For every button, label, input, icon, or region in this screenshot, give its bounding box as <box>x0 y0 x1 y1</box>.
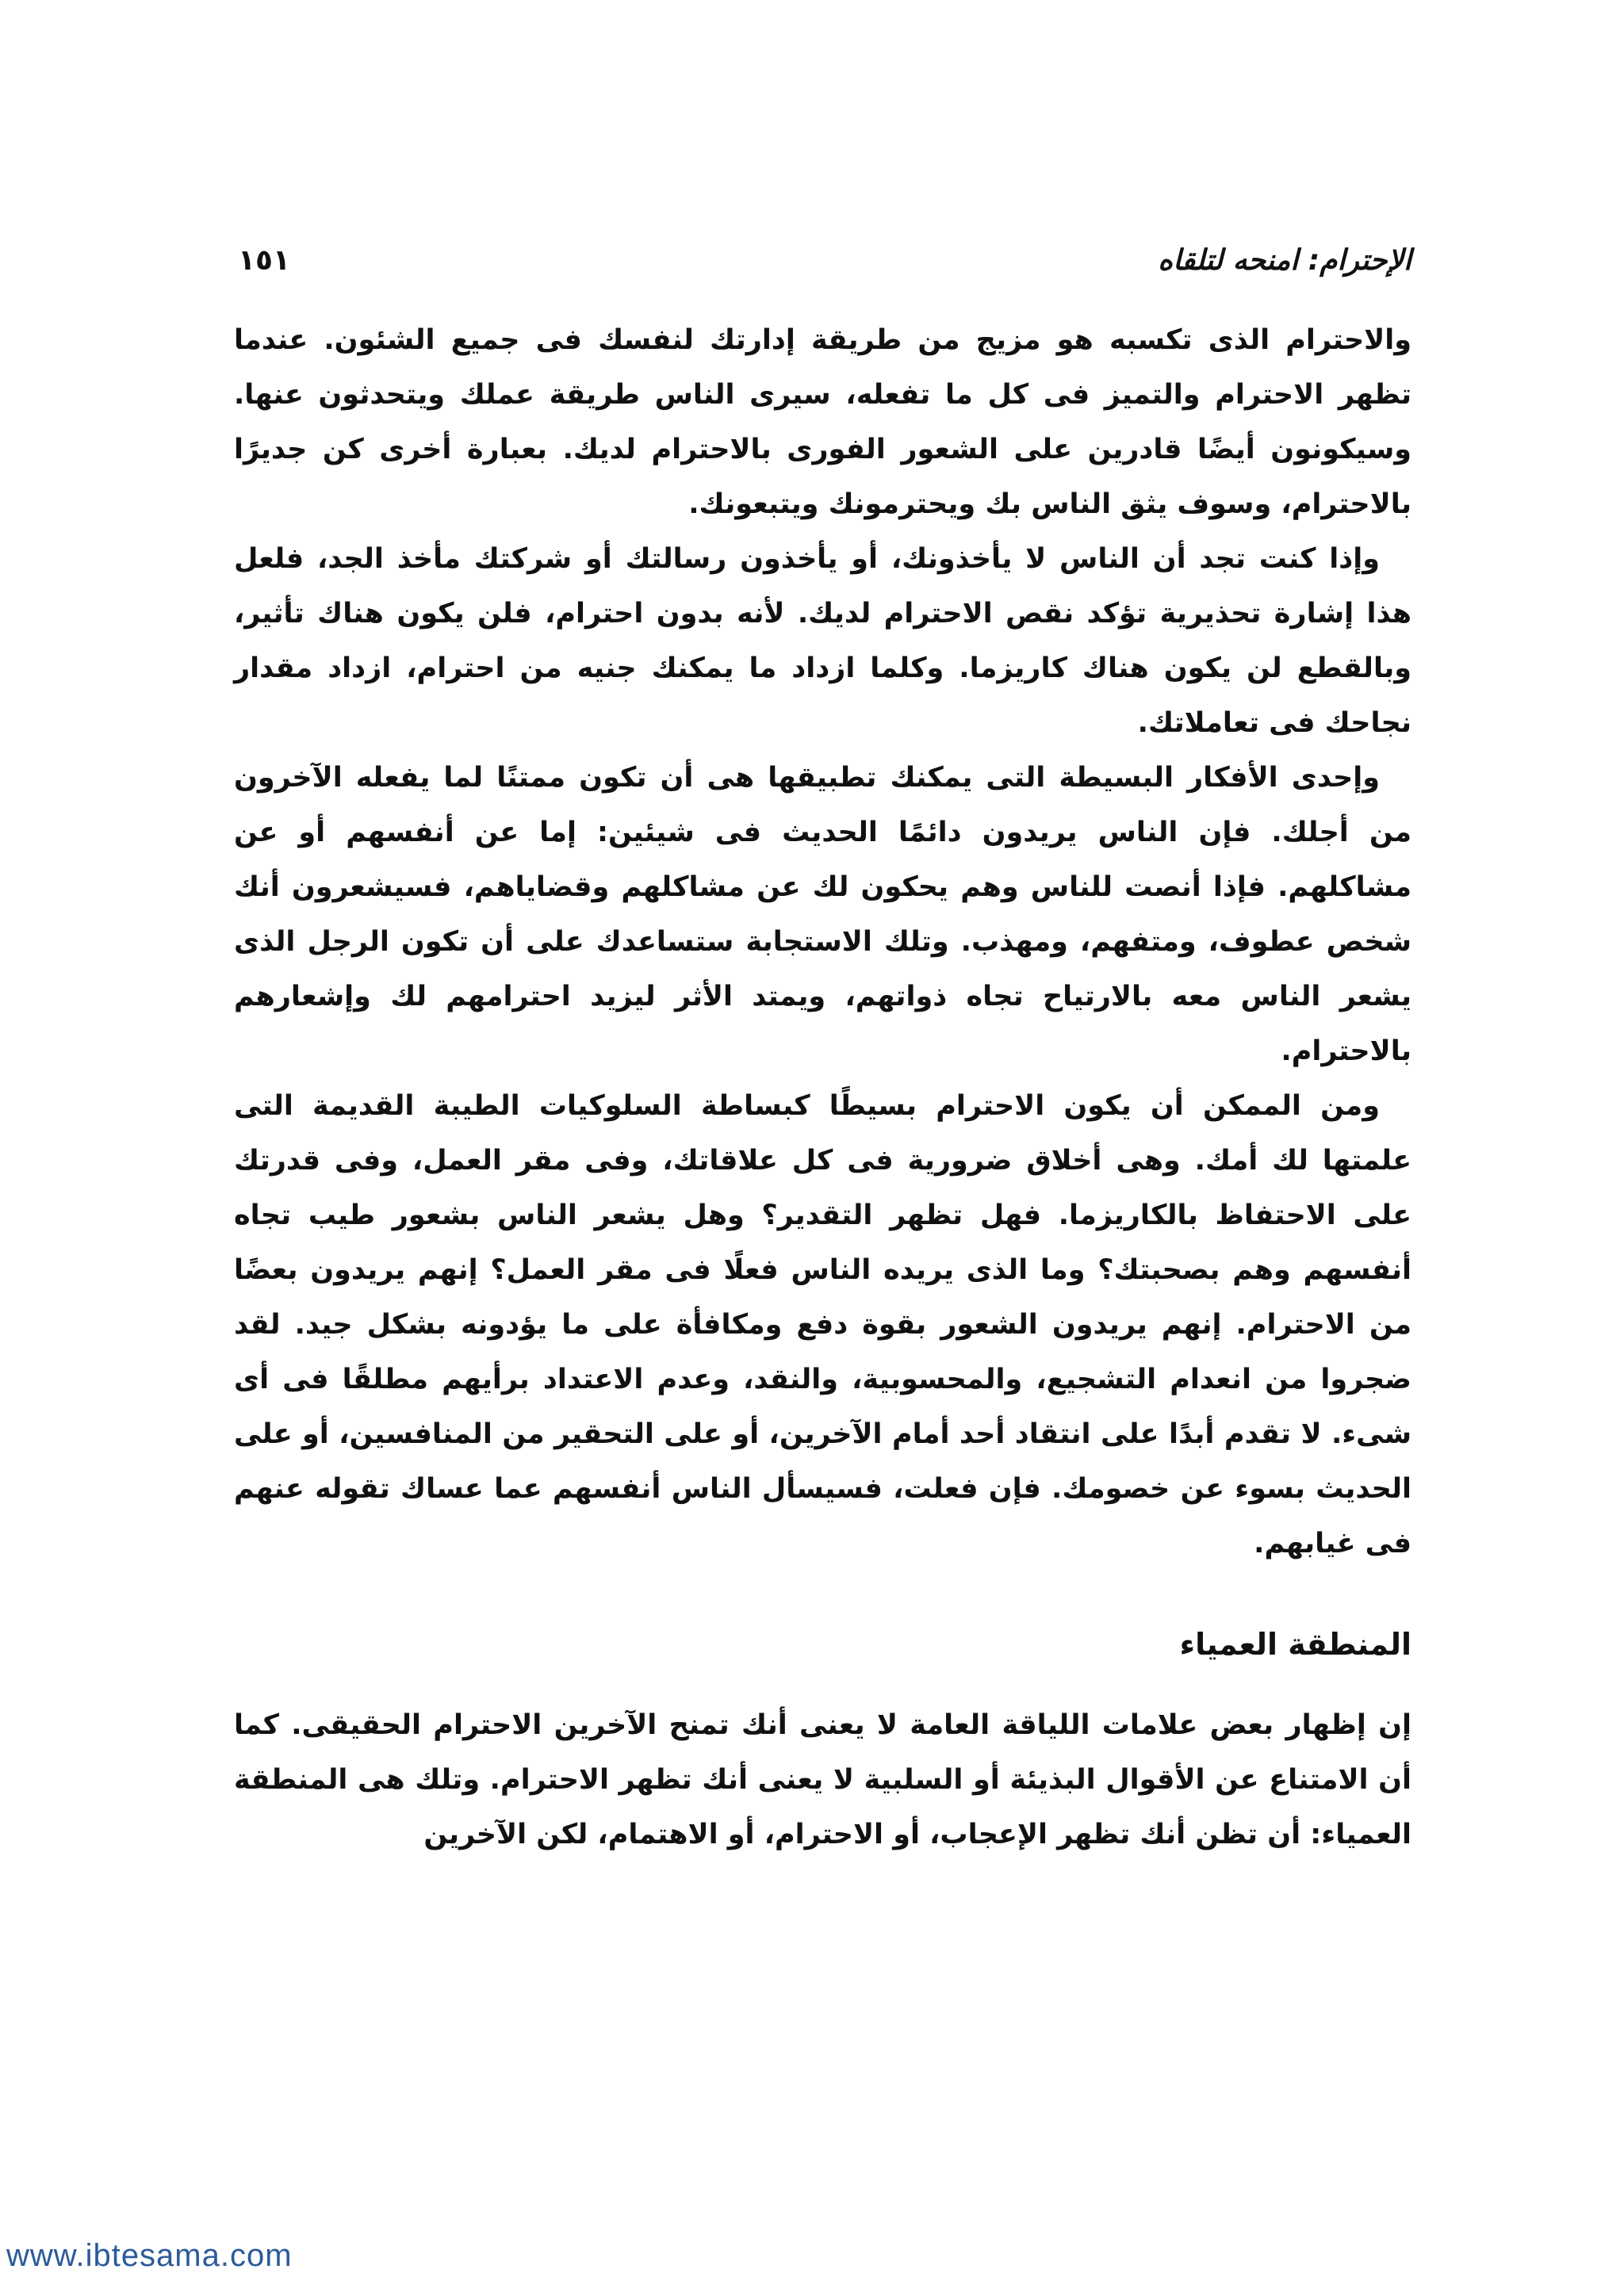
running-header-title: الإحترام: امنحه لتلقاه <box>1158 243 1411 277</box>
paragraph-4: ومن الممكن أن يكون الاحترام بسيطًا كبساطة السلوكيات الطيبة القديمة التى علمتها لك أمك. وهى أخلاق ضرورية فى كل علاقاتك، وفى مقر العمل، وفى قدرتك على الاحتفاظ بالكاريزما. فهل تظهر التقدير؟ وهل يشعر الناس بشعور طيب تجاه أنفسهم وهم بصحبتك؟ وما الذى يريده الناس فعلًا فى مقر العمل؟ إنهم يريدون بعضًا من الاحترام. إنهم يريدون الشعور بقوة دفع ومكافأة على ما يؤدونه بشكل جيد. لقد ضجروا من انعدام التشجيع، والمحسوبية، والنقد، وعدم الاعتداد برأيهم مطلقًا فى أى شىء. لا تقدم أبدًا على انتقاد أحد أمام الآخرين، أو على التحقير من المنافسين، أو على الحديث بسوء عن خصومك. فإن فعلت، فسيسأل الناس أنفسهم عما عساك تقوله عنهم فى غيابهم. <box>234 1090 1411 1559</box>
section-heading: المنطقة العمياء <box>1179 1627 1411 1662</box>
body-text <box>234 313 1411 1862</box>
paragraph-1: والاحترام الذى تكسبه هو مزيج من طريقة إدارتك لنفسك فى جميع الشئون. عندما تظهر الاحترام والتميز فى كل ما تفعله، سيرى الناس طريقة عملك ويتحدثون عنها. وسيكونون أيضًا قادرين على الشعور الفورى بالاحترام لديك. بعبارة أخرى كن جديرًا بالاحترام، وسوف يثق الناس بك ويحترمونك ويتبعونك. <box>234 324 1411 520</box>
page-number: ١٥١ <box>238 243 290 277</box>
paragraph-3: وإحدى الأفكار البسيطة التى يمكنك تطبيقها هى أن تكون ممتنًا لما يفعله الآخرون من أجلك. فإن الناس يريدون دائمًا الحديث فى شيئين: إما عن أنفسهم أو عن مشاكلهم. فإذا أنصت للناس وهم يحكون لك عن مشاكلهم وقضاياهم، فسيشعرون أنك شخص عطوف، ومتفهم، ومهذب. وتلك الاستجابة ستساعدك على أن تكون الرجل الذى يشعر الناس معه بالارتياح تجاه ذواتهم، ويمتد الأثر ليزيد احترامهم لك وإشعارهم بالاحترام. <box>234 762 1411 1067</box>
paragraph-2: وإذا كنت تجد أن الناس لا يأخذونك، أو يأخذون رسالتك أو شركتك مأخذ الجد، فلعل هذا إشارة تحذيرية تؤكد نقص الاحترام لديك. لأنه بدون احترام، فلن يكون هناك تأثير، وبالقطع لن يكون هناك كاريزما. وكلما ازداد ما يمكنك جنيه من احترام، ازداد مقدار نجاحك فى تعاملاتك. <box>234 543 1411 739</box>
site-watermark: www.ibtesama.com <box>6 2238 293 2273</box>
running-header <box>238 236 1411 284</box>
section-paragraph: إن إظهار بعض علامات اللياقة العامة لا يعنى أنك تمنح الآخرين الاحترام الحقيقى. كما أن الامتناع عن الأقوال البذيئة أو السلبية لا يعنى أنك تظهر الاحترام. وتلك هى المنطقة العمياء: أن تظن أنك تظهر الإعجاب، أو الاحترام، أو الاهتمام، لكن الآخرين <box>234 1709 1411 1850</box>
